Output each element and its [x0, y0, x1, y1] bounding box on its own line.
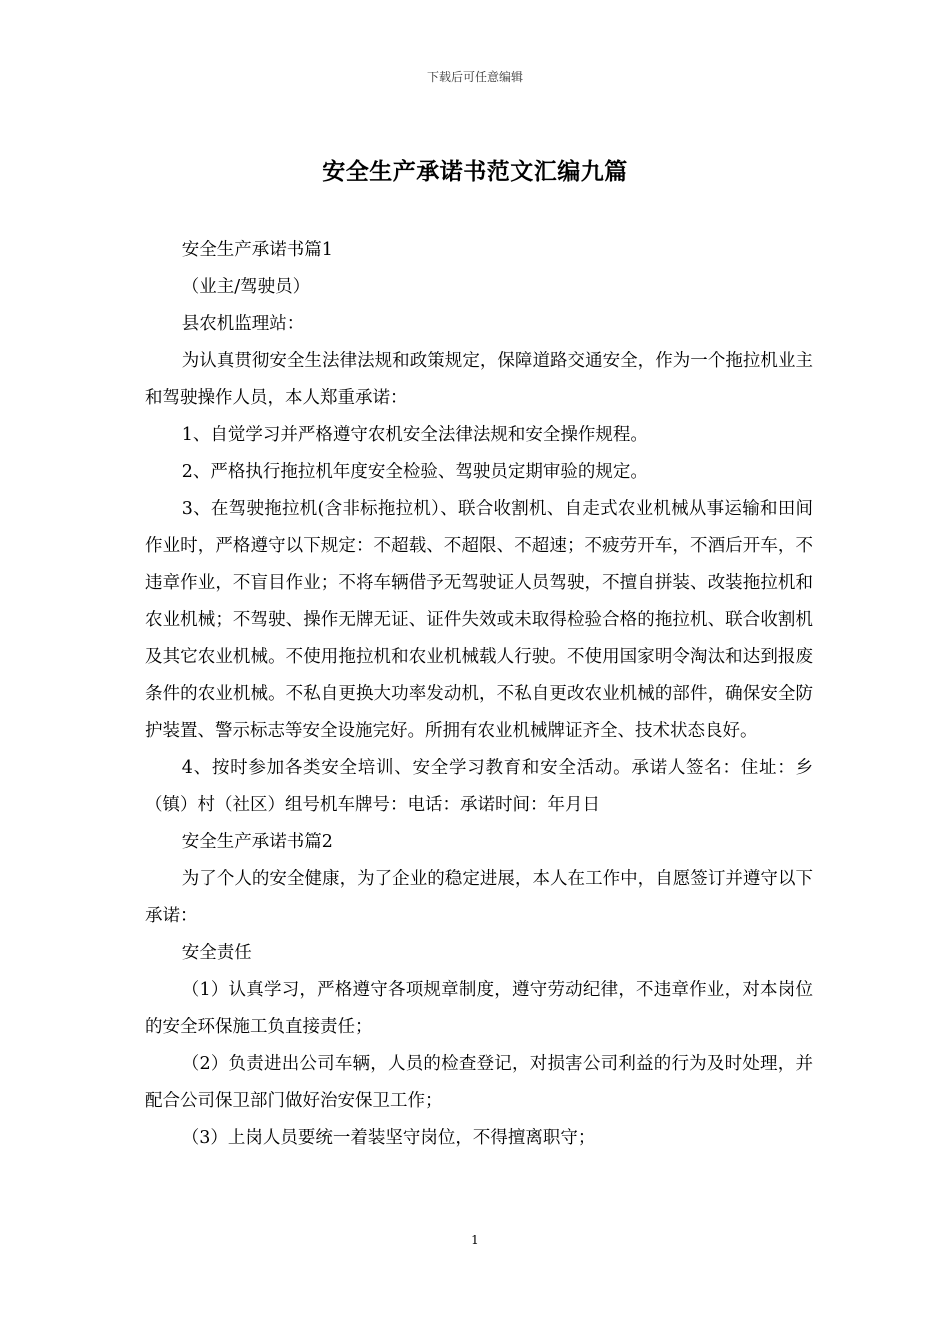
paragraph: 为了个人的安全健康，为了企业的稳定进展，本人在工作中，自愿签订并遵守以下承诺： — [145, 869, 813, 926]
page-number: 1 — [471, 1233, 479, 1247]
paragraph: 1、自觉学习并严格遵守农机安全法律法规和安全操作规程。 — [181, 425, 648, 445]
section-heading: 安全生产承诺书篇1 — [181, 240, 333, 260]
paragraph: 2、严格执行拖拉机年度安全检验、驾驶员定期审验的规定。 — [181, 462, 648, 482]
paragraph: 4、按时参加各类安全培训、安全学习教育和安全活动。承诺人签名：住址：乡（镇）村（社区）组号机车牌号：电话：承诺时间：年月日 — [145, 758, 813, 815]
paragraph: 县农机监理站： — [181, 314, 305, 334]
paragraph: （3）上岗人员要统一着装坚守岗位，不得擅离职守； — [181, 1128, 596, 1148]
paragraph: 为认真贯彻安全生法律法规和政策规定，保障道路交通安全，作为一个拖拉机业主和驾驶操作人员，本人郑重承诺： — [145, 351, 813, 408]
paragraph: （业主/驾驶员） — [181, 277, 311, 297]
document-body — [145, 232, 813, 1157]
subheading: 安全责任 — [181, 943, 252, 963]
document-title: 安全生产承诺书范文汇编九篇 — [322, 158, 628, 185]
paragraph: （2）负责进出公司车辆，人员的检查登记，对损害公司利益的行为及时处理，并配合公司保卫部门做好治安保卫工作； — [145, 1054, 813, 1111]
section-heading: 安全生产承诺书篇2 — [181, 832, 333, 852]
header-note: 下载后可任意编辑 — [426, 70, 523, 84]
paragraph: （1）认真学习，严格遵守各项规章制度，遵守劳动纪律，不违章作业，对本岗位的安全环保施工负直接责任； — [145, 980, 813, 1037]
paragraph: 3、在驾驶拖拉机(含非标拖拉机）、联合收割机、自走式农业机械从事运输和田间作业时，严格遵守以下规定：不超载、不超限、不超速；不疲劳开车，不酒后开车，不违章作业，不盲目作业；不将车辆借予无驾驶证人员驾驶，不擅自拼装、改装拖拉机和农业机械；不驾驶、操作无牌无证、证件失效或未取得检验合格的拖拉机、联合收割机及其它农业机械。不使用拖拉机和农业机械载人行驶。不使用国家明令淘汰和达到报废条件的农业机械。不私自更换大功率发动机，不私自更改农业机械的部件，确保安全防护装置、警示标志等安全设施完好。所拥有农业机械牌证齐全、技术状态良好。 — [145, 499, 813, 741]
